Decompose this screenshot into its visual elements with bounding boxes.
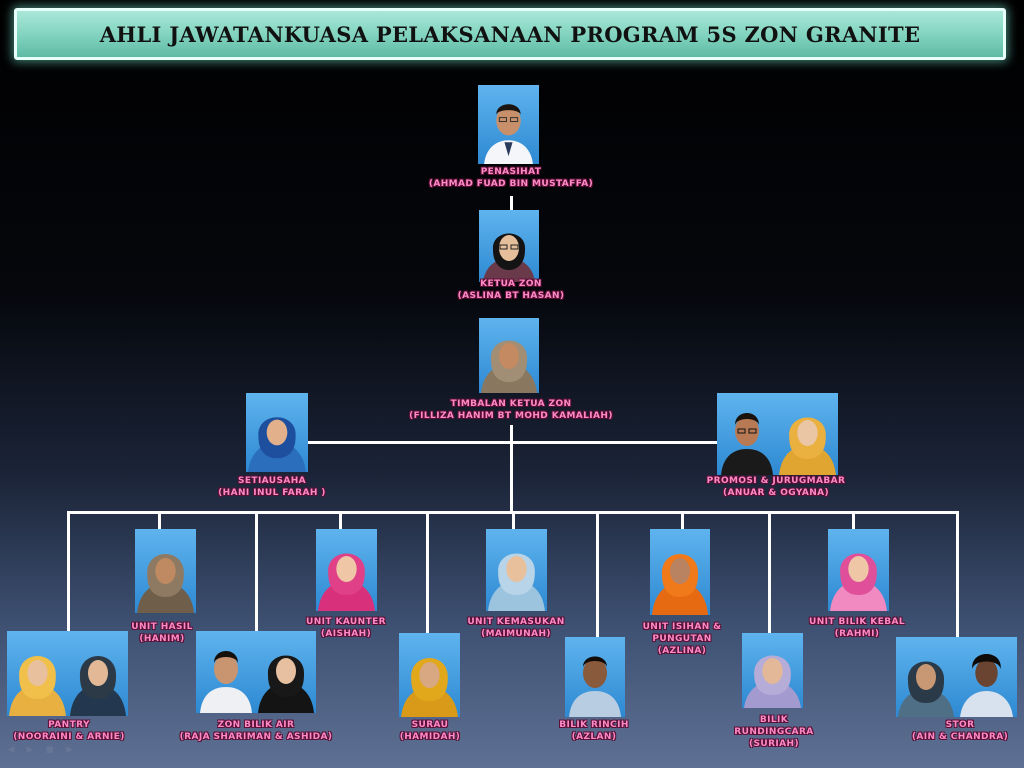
label-promosi (686, 475, 866, 499)
label-rundingcara (722, 714, 826, 750)
label-timbalan (380, 398, 642, 422)
role-text: PROMOSI & JURUGMABAR (706, 476, 846, 486)
woman-portrait-icon (246, 393, 308, 472)
label-hasil (110, 621, 214, 645)
role-text: STOR (945, 720, 975, 730)
connector-drop-kemasukan (512, 511, 515, 531)
photo-bilikair-2 (256, 631, 316, 713)
name-text: (HANI INUL FARAH ) (218, 488, 326, 498)
label-penasihat (400, 166, 622, 190)
woman-portrait-icon (7, 631, 68, 716)
connector-drop-rundingcara (768, 511, 771, 633)
woman-portrait-icon (486, 529, 547, 611)
name-text: (AISHAH) (320, 629, 372, 639)
photo-bilikkebal (828, 529, 889, 611)
role-text: TIMBALAN KETUA ZON (450, 399, 572, 409)
photo-ketua (479, 210, 539, 282)
connector-drop-stor (956, 511, 959, 637)
label-bilikrincih (542, 719, 646, 743)
name-text: (FILLIZA HANIM BT MOHD KAMALIAH) (409, 411, 613, 421)
connector-drop-kaunter (339, 511, 342, 531)
photo-pantry-1 (7, 631, 68, 716)
label-bilikkebal (796, 616, 918, 640)
name-text: (AZLINA) (657, 646, 707, 656)
man-portrait-icon (478, 85, 539, 164)
connector-drop-bilikrincih (596, 511, 599, 638)
photo-bilikrincih (565, 637, 625, 717)
role-text: ZON BILIK AIR (217, 720, 295, 730)
connector-drop-isihan (681, 511, 684, 531)
photo-setiausaha (246, 393, 308, 472)
role-text: UNIT KEMASUKAN (467, 617, 565, 627)
role-text: PENASIHAT (480, 167, 542, 177)
name-text: (HANIM) (139, 634, 185, 644)
role-text-line2: PUNGUTAN (652, 634, 712, 644)
role-text: UNIT HASIL (131, 622, 193, 632)
role-text: KETUA ZON (480, 279, 542, 289)
name-text: (ANUAR & OGYANA) (722, 488, 830, 498)
label-bilikair (164, 719, 348, 743)
woman-portrait-icon (742, 633, 803, 708)
connector-trunk-main (510, 425, 513, 513)
role-text: BILIK RINCIH (559, 720, 629, 730)
role-text: UNIT BILIK KEBAL (809, 617, 905, 627)
name-text: (RAJA SHARIMAN & ASHIDA) (179, 732, 333, 742)
woman-portrait-icon (399, 633, 460, 717)
name-text: (SURIAH) (749, 739, 799, 749)
label-ketua (410, 278, 612, 302)
woman-portrait-icon (316, 529, 377, 611)
name-text: (NOORAINI & ARNIE) (13, 732, 125, 742)
role-text: UNIT ISIHAN & (642, 622, 722, 632)
photo-timbalan (479, 318, 539, 393)
woman-portrait-icon (828, 529, 889, 611)
title-banner (14, 8, 1006, 60)
page-title: AHLI JAWATANKUASA PELAKSANAAN PROGRAM 5S ZON GRANITE (99, 21, 921, 47)
photo-stor-1 (896, 637, 956, 717)
connector-level3-bar (305, 441, 718, 444)
name-text: (HAMIDAH) (399, 732, 461, 742)
role-text: BILIK (759, 715, 789, 725)
name-text: (RAHMI) (834, 629, 880, 639)
woman-portrait-icon (896, 637, 956, 717)
woman-portrait-icon (479, 210, 539, 282)
woman-portrait-icon (777, 393, 838, 475)
label-surau (384, 719, 476, 743)
woman-portrait-icon (256, 631, 316, 713)
man-portrait-icon (565, 637, 625, 717)
label-isihan (626, 621, 738, 657)
photo-penasihat (478, 85, 539, 164)
woman-portrait-icon (956, 637, 1017, 717)
name-text: (AHMAD FUAD BIN MUSTAFFA) (428, 179, 594, 189)
name-text: (MAIMUNAH) (481, 629, 551, 639)
name-text: (ASLINA BT HASAN) (457, 291, 565, 301)
name-text: (AIN & CHANDRA) (911, 732, 1009, 742)
role-text-line2: RUNDINGCARA (734, 727, 814, 737)
role-text: SETIAUSAHA (237, 476, 307, 486)
label-kemasukan (450, 616, 582, 640)
connector-drop-pantry (67, 511, 70, 631)
label-setiausaha (196, 475, 348, 499)
slide-nav-decoration: ◂ ▸ ▪ ▸ (8, 742, 77, 757)
woman-portrait-icon (479, 318, 539, 393)
role-text: UNIT KAUNTER (306, 617, 386, 627)
woman-portrait-icon (650, 529, 710, 615)
photo-surau (399, 633, 460, 717)
photo-promosi-1 (717, 393, 777, 475)
photo-kemasukan (486, 529, 547, 611)
connector-drop-bilikkebal (852, 511, 855, 531)
photo-promosi-2 (777, 393, 838, 475)
photo-hasil (135, 529, 196, 613)
photo-rundingcara (742, 633, 803, 708)
photo-stor-2 (956, 637, 1017, 717)
connector-drop-hasil (158, 511, 161, 531)
connector-drop-surau (426, 511, 429, 633)
name-text: (AZLAN) (571, 732, 617, 742)
photo-kaunter (316, 529, 377, 611)
man-portrait-icon (717, 393, 777, 475)
connector-trunk-top (510, 196, 513, 210)
label-stor (900, 719, 1020, 743)
label-kaunter (290, 616, 402, 640)
woman-portrait-icon (135, 529, 196, 613)
photo-isihan (650, 529, 710, 615)
connector-drop-bilikair (255, 511, 258, 633)
role-text: PANTRY (48, 720, 90, 730)
label-pantry (2, 719, 136, 743)
role-text: SURAU (411, 720, 449, 730)
